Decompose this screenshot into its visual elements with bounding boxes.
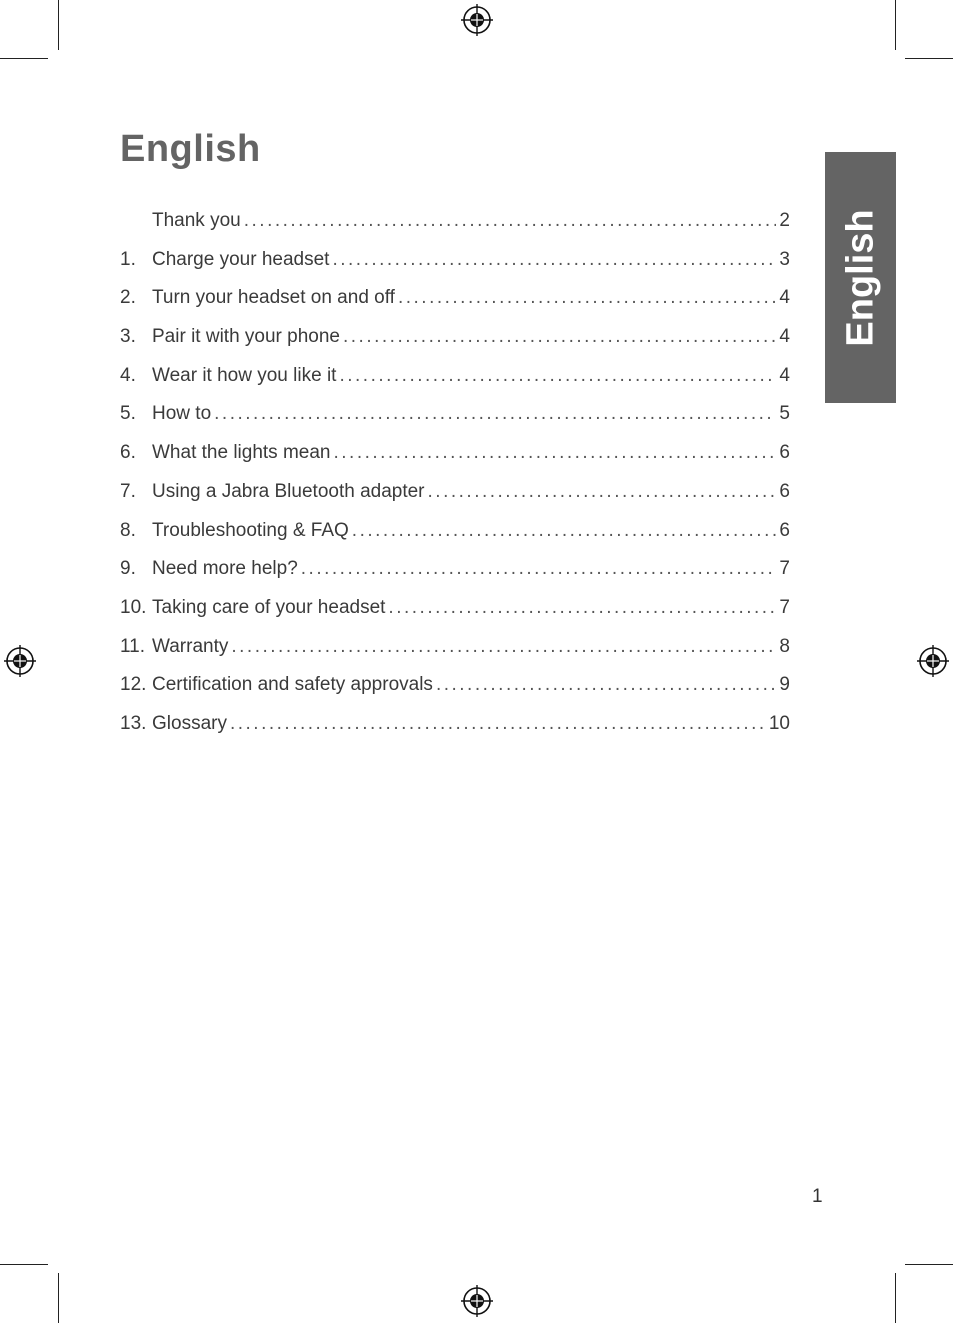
crop-mark-top-left-horizontal xyxy=(0,58,48,59)
page-number: 1 xyxy=(812,1186,823,1207)
toc-entry-page: 6 xyxy=(779,480,790,502)
toc-leader-dots xyxy=(244,210,777,232)
toc-entry-page: 8 xyxy=(779,635,790,657)
toc-entry-page: 9 xyxy=(779,674,790,696)
toc-entry-number: 13. xyxy=(120,712,147,734)
toc-entry-label: Using a Jabra Bluetooth adapter xyxy=(152,480,425,502)
toc-entry-label: Thank you xyxy=(152,210,241,231)
toc-entry-label: How to xyxy=(152,403,212,425)
toc-entry-number: 2. xyxy=(120,287,136,309)
toc-entry[interactable] xyxy=(120,674,790,713)
toc-entry[interactable] xyxy=(120,597,790,636)
toc-entry[interactable] xyxy=(120,442,790,481)
toc-entry[interactable] xyxy=(120,287,790,326)
toc-entry-label: Charge your headset xyxy=(152,248,330,270)
registration-mark-right-icon xyxy=(916,644,950,678)
toc-leader-dots xyxy=(214,403,776,425)
toc-entry-number: 5. xyxy=(120,403,136,425)
toc-entry-page: 7 xyxy=(779,558,790,580)
side-tab-label: English xyxy=(839,208,881,347)
toc-leader-dots xyxy=(231,636,776,658)
toc-entry-page: 4 xyxy=(779,364,790,386)
crop-mark-top-right-horizontal xyxy=(905,58,953,59)
toc-entry-label: Certification and safety approvals xyxy=(152,674,433,696)
toc-entry-page: 2 xyxy=(779,210,790,231)
registration-mark-bottom-icon xyxy=(460,1284,494,1318)
toc-entry[interactable] xyxy=(120,713,790,752)
toc-entry-label: What the lights mean xyxy=(152,442,331,464)
toc-leader-dots xyxy=(339,365,776,387)
toc-entry[interactable] xyxy=(120,403,790,442)
crop-mark-bottom-right-vertical xyxy=(895,1273,896,1323)
toc-leader-dots xyxy=(332,249,776,271)
toc-leader-dots xyxy=(230,713,766,735)
toc-entry-page: 7 xyxy=(779,596,790,618)
page-title: English xyxy=(120,128,261,170)
toc-leader-dots xyxy=(301,558,777,580)
toc-entry-number: 11. xyxy=(120,635,146,657)
toc-entry-number: 1. xyxy=(120,248,136,270)
toc-entry[interactable] xyxy=(120,520,790,559)
toc-entry-page: 5 xyxy=(779,403,790,425)
crop-mark-top-left-vertical xyxy=(58,0,59,50)
crop-mark-top-right-vertical xyxy=(895,0,896,50)
toc-leader-dots xyxy=(388,597,776,619)
toc-entry-label: Warranty xyxy=(152,635,229,657)
registration-mark-top-icon xyxy=(460,3,494,37)
toc-entry-page: 4 xyxy=(779,287,790,309)
toc-leader-dots xyxy=(352,520,777,542)
registration-mark-left-icon xyxy=(3,644,37,678)
toc-entry-label: Taking care of your headset xyxy=(152,596,386,618)
toc-entry-label: Need more help? xyxy=(152,558,298,580)
toc-entry-number: 4. xyxy=(120,364,136,386)
toc-entry[interactable] xyxy=(120,210,790,249)
toc-entry-number: 7. xyxy=(120,480,136,502)
toc-leader-dots xyxy=(333,442,776,464)
language-side-tab xyxy=(825,152,896,403)
toc-leader-dots xyxy=(436,674,776,696)
crop-mark-bottom-left-vertical xyxy=(58,1273,59,1323)
toc-entry[interactable] xyxy=(120,636,790,675)
toc-entry-number: 6. xyxy=(120,442,136,464)
toc-entry-number: 10. xyxy=(120,596,147,618)
toc-entry-number: 9. xyxy=(120,558,136,580)
table-of-contents xyxy=(120,210,790,752)
toc-entry[interactable] xyxy=(120,326,790,365)
toc-entry[interactable] xyxy=(120,365,790,404)
toc-entry-number: 12. xyxy=(120,674,147,696)
crop-mark-bottom-left-horizontal xyxy=(0,1264,48,1265)
toc-entry-number: 3. xyxy=(120,326,136,348)
toc-entry[interactable] xyxy=(120,558,790,597)
toc-leader-dots xyxy=(428,481,777,503)
toc-entry[interactable] xyxy=(120,481,790,520)
toc-leader-dots xyxy=(398,287,776,309)
toc-entry-page: 6 xyxy=(779,442,790,464)
toc-entry-page: 10 xyxy=(768,712,790,734)
toc-entry-number: 8. xyxy=(120,519,136,541)
toc-entry-label: Glossary xyxy=(152,712,227,734)
toc-entry-page: 4 xyxy=(779,326,790,348)
toc-entry-label: Troubleshooting & FAQ xyxy=(152,519,349,541)
crop-mark-bottom-right-horizontal xyxy=(905,1264,953,1265)
toc-entry[interactable] xyxy=(120,249,790,288)
toc-entry-page: 3 xyxy=(779,248,790,270)
toc-entry-label: Turn your headset on and off xyxy=(152,287,395,309)
toc-leader-dots xyxy=(343,326,776,348)
toc-entry-page: 6 xyxy=(779,519,790,541)
toc-entry-label: Pair it with your phone xyxy=(152,326,340,348)
toc-entry-label: Wear it how you like it xyxy=(152,364,337,386)
